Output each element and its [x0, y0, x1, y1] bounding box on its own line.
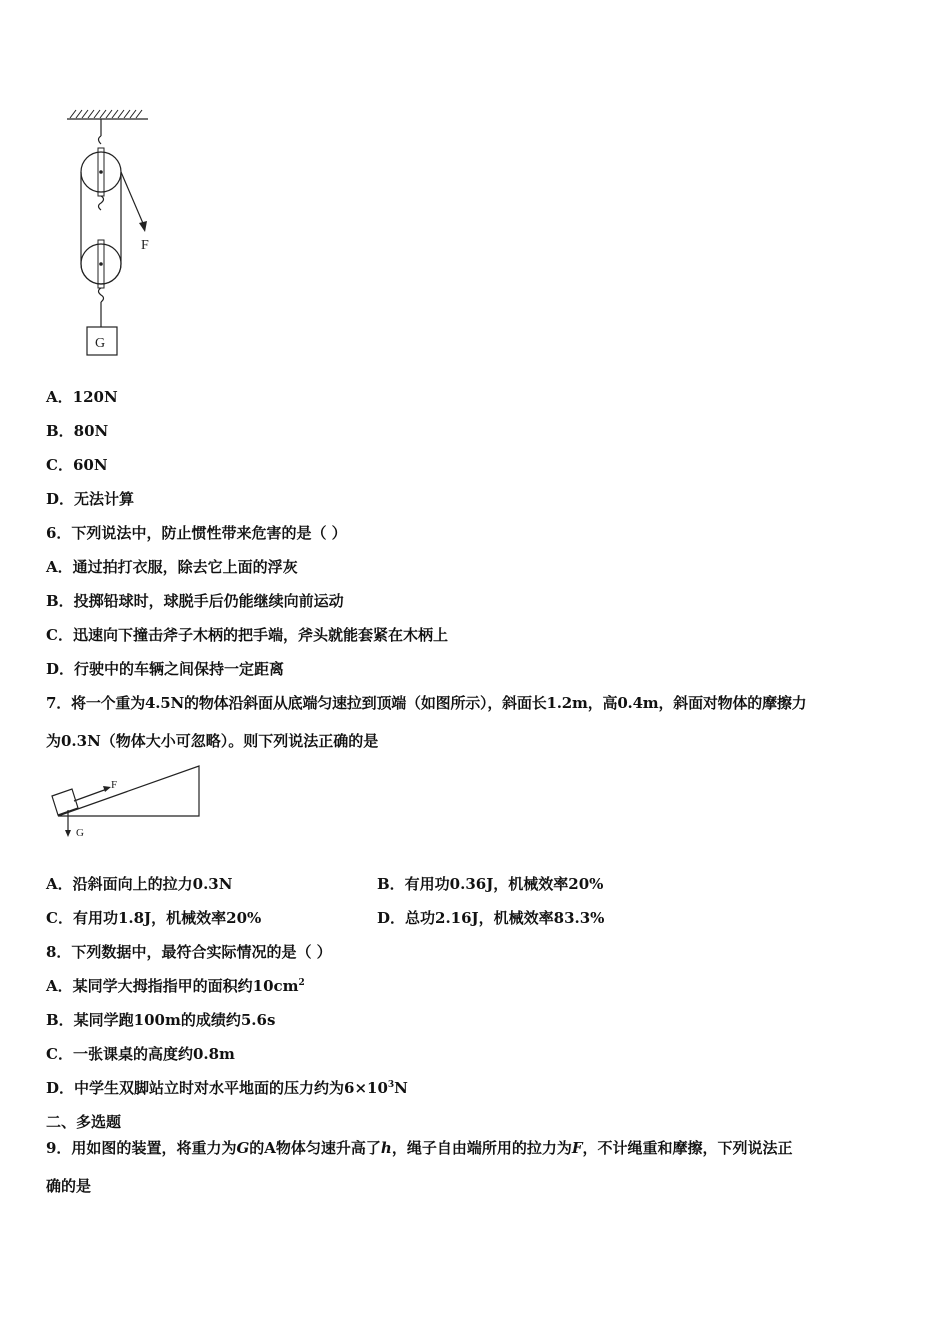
q5-option-a: A．120N	[46, 388, 118, 406]
q8-option-b: B．某同学跑100m的成绩约5.6s	[46, 1011, 276, 1029]
incline-figure	[44, 758, 214, 848]
q9-stem-line1	[46, 1137, 793, 1158]
q5-option-b: B．80N	[46, 422, 109, 440]
fixed-pulley-axle	[99, 170, 103, 174]
rope-bottom	[81, 264, 121, 284]
incline-label-G: G	[76, 827, 84, 839]
force-F-line	[74, 789, 107, 801]
q6-stem: 6．下列说法中，防止惯性带来危害的是（ ）	[46, 524, 347, 542]
q9-part3: ，绳子自由端所用的拉力为	[391, 1139, 572, 1157]
q6-option-c: C．迅速向下撞击斧子木柄的把手端，斧头就能套紧在木柄上	[46, 626, 448, 644]
q9-part1: 9．用如图的装置，将重力为	[46, 1139, 237, 1157]
incline-block	[52, 789, 78, 815]
q8-option-a-text: A．某同学大拇指指甲的面积约10cm	[46, 977, 299, 995]
q5-option-c: C．60N	[46, 456, 108, 474]
q9-part2: 的A物体匀速升高了	[249, 1139, 381, 1157]
rope-free-end	[121, 172, 145, 228]
q9-var-F: F	[571, 1139, 583, 1157]
q8-stem: 8．下列数据中，最符合实际情况的是（ ）	[46, 943, 332, 961]
pulley-figure	[50, 104, 250, 364]
incline-triangle	[58, 766, 199, 816]
movable-pulley-axle	[99, 262, 103, 266]
q7-option-a: A．沿斜面向上的拉力0.3N	[46, 875, 233, 893]
q7-stem-line1: 7．将一个重为4.5N的物体沿斜面从底端匀速拉到顶端（如图所示），斜面长1.2m，高0.4m，斜面对物体的摩擦力	[46, 694, 807, 712]
q7-stem-line2: 为0.3N（物体大小可忽略）。则下列说法正确的是	[46, 732, 379, 750]
connector-hook	[99, 196, 104, 210]
ceiling-hatching	[70, 110, 142, 118]
label-F: F	[141, 238, 149, 253]
fixed-pulley-hook	[99, 136, 102, 144]
q7-option-d: D．总功2.16J，机械效率83.3%	[377, 909, 605, 927]
force-G-arrowhead	[65, 830, 71, 837]
q9-stem-line2: 确的是	[46, 1177, 92, 1195]
force-F-arrowhead	[103, 786, 111, 792]
q8-option-d-unit: N	[394, 1079, 408, 1097]
q8-option-c: C．一张课桌的高度约0.8m	[46, 1045, 235, 1063]
incline-label-F: F	[111, 779, 118, 791]
q9-var-G: G	[236, 1139, 250, 1157]
q8-option-d-text: D．中学生双脚站立时对水平地面的压力约为6×10	[46, 1079, 388, 1097]
q8-option-d	[46, 1077, 408, 1098]
q9-part4: ，不计绳重和摩擦，下列说法正	[582, 1139, 793, 1157]
q6-option-d: D．行驶中的车辆之间保持一定距离	[46, 660, 285, 678]
label-G: G	[95, 336, 106, 351]
q8-option-d-exponent: 3	[387, 1080, 395, 1090]
section-title: 二、多选题	[46, 1113, 122, 1131]
q5-option-d: D．无法计算	[46, 490, 135, 508]
q6-option-b: B．投掷铅球时，球脱手后仍能继续向前运动	[46, 592, 344, 610]
movable-pulley-hook	[99, 288, 104, 302]
q8-option-a-exponent: 2	[298, 978, 305, 988]
q7-option-b: B．有用功0.36J，机械效率20%	[377, 875, 604, 893]
force-arrowhead	[139, 221, 147, 232]
q6-option-a: A．通过拍打衣服，除去它上面的浮灰	[46, 558, 298, 576]
q9-var-h: h	[380, 1139, 392, 1157]
q7-option-c: C．有用功1.8J，机械效率20%	[46, 909, 262, 927]
q8-option-a	[46, 975, 305, 996]
